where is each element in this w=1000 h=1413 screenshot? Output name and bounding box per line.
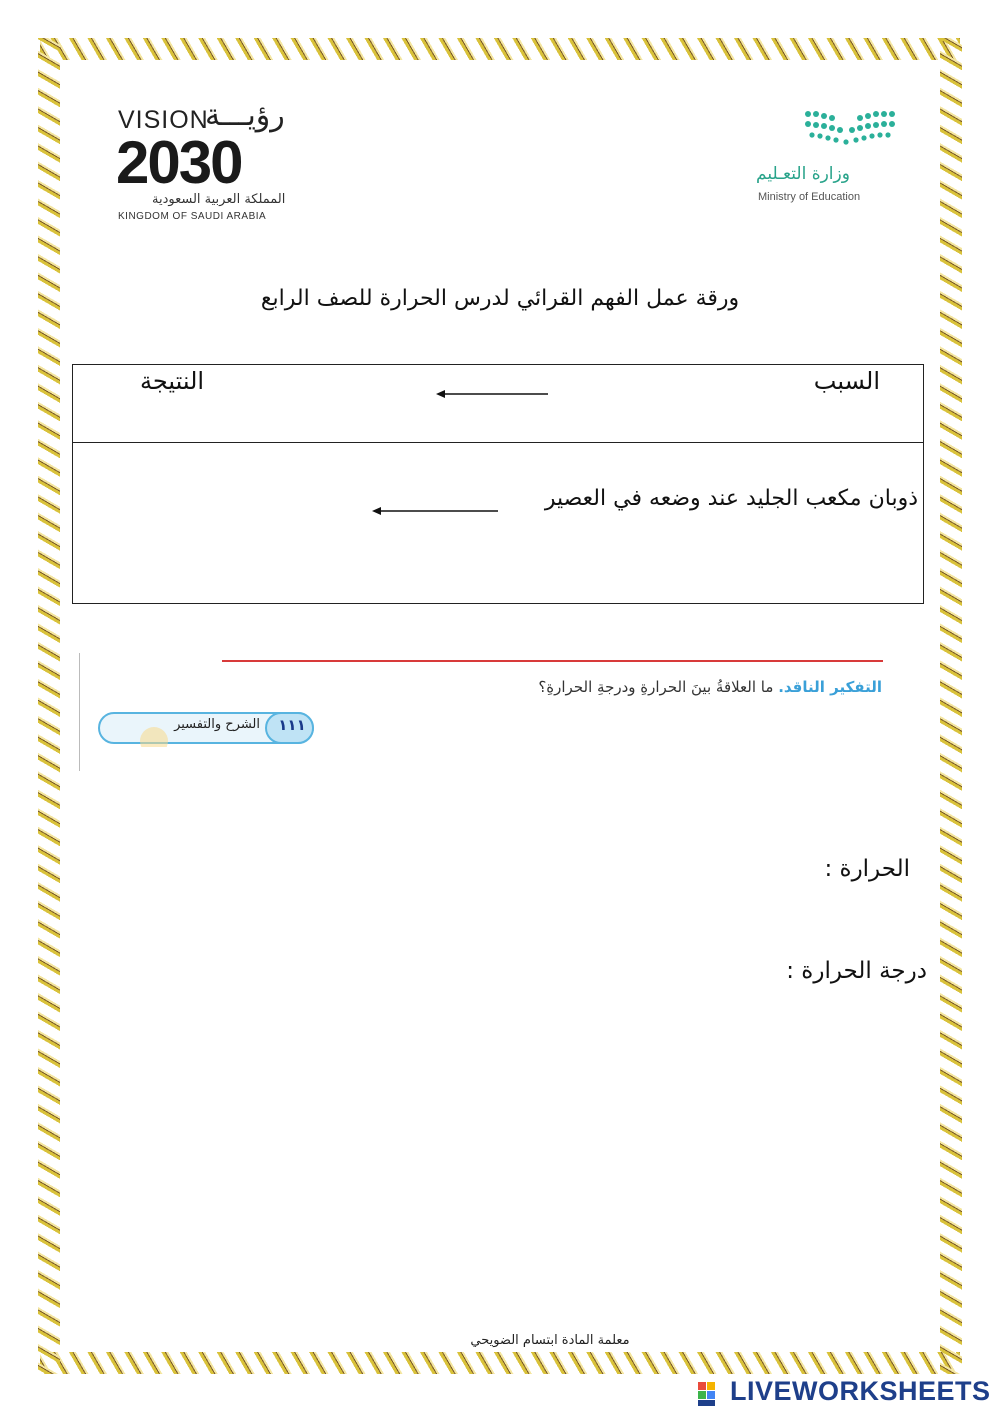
liveworksheets-logo-icon (696, 1378, 726, 1410)
definition-temperature-answer[interactable] (90, 954, 690, 994)
ministry-logo-icon (800, 108, 900, 150)
ministry-name-en: Ministry of Education (758, 191, 861, 203)
excerpt-side-line (79, 653, 80, 771)
arrow-left-icon (372, 503, 500, 519)
liveworksheets-brand[interactable]: LIVEWORKSHEETS (730, 1376, 991, 1406)
page-title: ورقة عمل الفهم القرائي لدرس الحرارة للصف الرابع (260, 286, 740, 311)
vision-logo-kingdom-ar: المملكة العربية السعودية (152, 192, 286, 207)
vision-logo-year: 2030 (116, 129, 242, 196)
table-row-result[interactable] (76, 470, 366, 550)
excerpt-red-line (222, 660, 883, 662)
critical-thinking-question (470, 678, 882, 696)
table-row-cause: ذوبان مكعب الجليد عند وضعه في العصير (544, 486, 918, 511)
pencil-border-bottom (40, 1352, 960, 1374)
table-header-cause: السبب (813, 367, 880, 395)
pencil-border-top (40, 38, 960, 60)
vision-logo-arabic: رؤيـــة (205, 98, 285, 133)
pencil-border-left (38, 38, 60, 1374)
table-divider (72, 442, 924, 443)
table-header-result: النتيجة (140, 367, 205, 395)
lesson-badge-label: الشرح والتفسير (174, 717, 260, 732)
question-text: ما العلاقةُ بينَ الحرارةِ ودرجةِ الحرارةِ؟ (538, 678, 774, 696)
vision-logo-word: VISION (118, 106, 209, 134)
vision-logo-kingdom-en: KINGDOM OF SAUDI ARABIA (118, 211, 267, 222)
definition-heat: الحرارة : (824, 856, 910, 882)
definition-temperature: درجة الحرارة : (786, 958, 927, 984)
definition-heat-answer[interactable] (90, 852, 730, 892)
question-label: التفكير الناقد. (778, 678, 882, 696)
teacher-name: معلمة المادة ابتسام الضويحي (470, 1333, 630, 1348)
pencil-border-right (940, 38, 962, 1374)
lesson-badge-number: ١١١ (278, 716, 306, 734)
ministry-name-ar: وزارة التعـليم (756, 164, 850, 184)
arrow-left-icon (436, 386, 550, 402)
